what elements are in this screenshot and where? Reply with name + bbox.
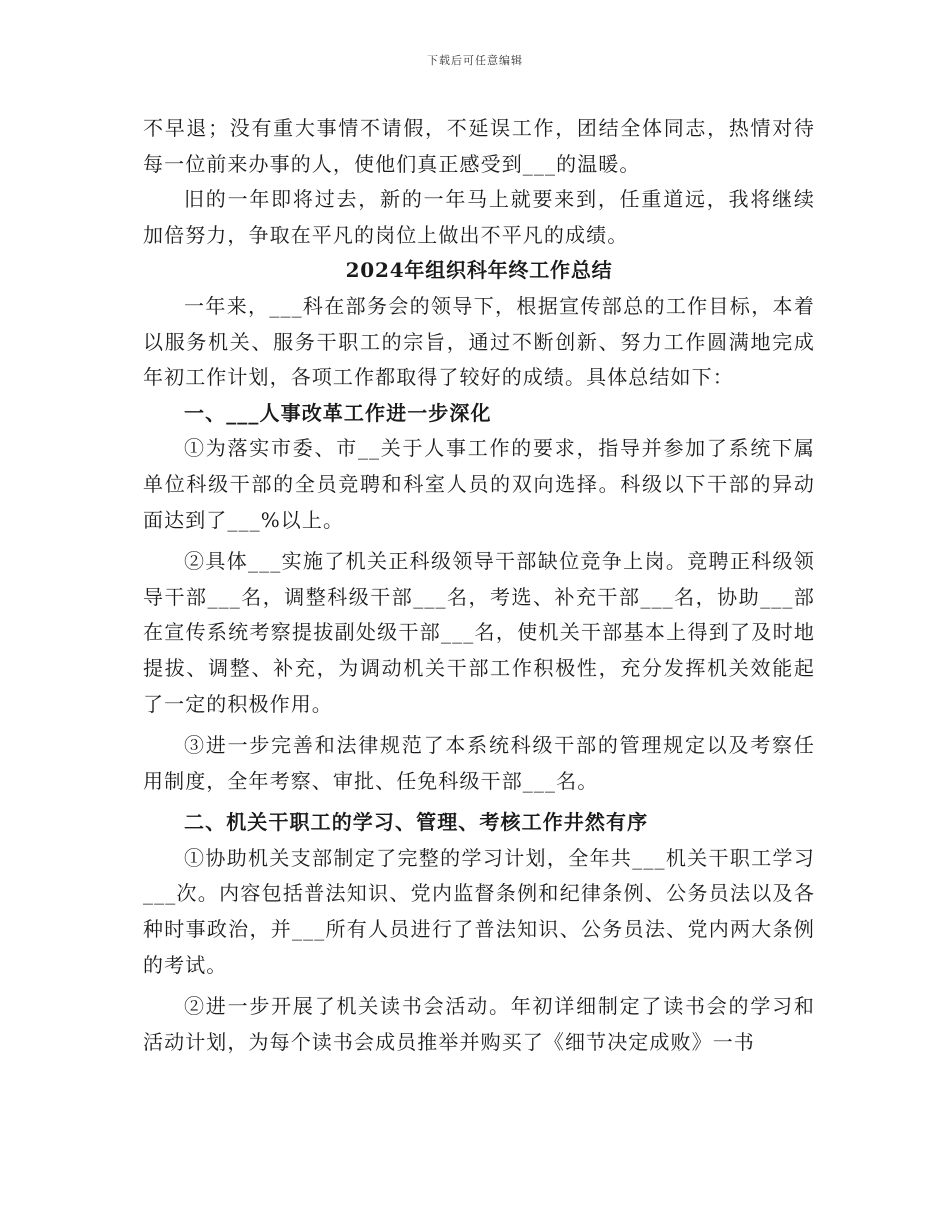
paragraph-closing: 旧的一年即将过去，新的一年马上就要来到，任重道远，我将继续加倍努力，争取在平凡的岗位上做出不平凡的成绩。 <box>143 187 815 247</box>
paragraph-intro: 一年来，___科在部务会的领导下，根据宣传部总的工作目标，本着以服务机关、服务干职工的宗旨，通过不断创新、努力工作圆满地完成年初工作计划，各项工作都取得了较好的成绩。具体总结如下： <box>143 293 815 390</box>
paragraph-2-2: ②进一步开展了机关读书会活动。年初详细制定了读书会的学习和活动计划，为每个读书会成员推举并购买了《细节决定成败》一书 <box>143 994 815 1054</box>
section-heading-2: 二、机关干职工的学习、管理、考核工作井然有序 <box>184 810 649 835</box>
paragraph-2-1: ①协助机关支部制定了完整的学习计划，全年共___机关干职工学习___次。内容包括普法知识、党内监督条例和纪律条例、公务员法以及各种时事政治，并___所有人员进行了普法知识、公务员法、党内两大条例的考试。 <box>143 845 815 977</box>
document-title: 2024年组织科年终工作总结 <box>345 258 613 283</box>
section-heading-1: 一、___人事改革工作进一步深化 <box>184 400 492 425</box>
paragraph-1-1: ①为落实市委、市__关于人事工作的要求，指导并参加了系统下属单位科级干部的全员竞聘和科室人员的双向选择。科级以下干部的异动面达到了___%以上。 <box>143 436 815 532</box>
paragraph-continued: 不早退；没有重大事情不请假，不延误工作，团结全体同志，热情对待每一位前来办事的人，使他们真正感受到___的温暖。 <box>143 116 815 176</box>
paragraph-1-3: ③进一步完善和法律规范了本系统科级干部的管理规定以及考察任用制度，全年考察、审批、任免科级干部___名。 <box>143 733 815 793</box>
document-body <box>143 111 815 1060</box>
page-header-note: 下载后可任意编辑 <box>427 54 523 67</box>
paragraph-1-2: ②具体___实施了机关正科级领导干部缺位竞争上岗。竞聘正科级领导干部___名，调整科级干部___名，考选、补充干部___名，协助___部在宣传系统考察提拔副处级干部___名，使机关干部基本上得到了及时地提拔、调整、补充，为调动机关干部工作积极性，充分发挥机关效能起了一定的积极作用。 <box>143 549 815 716</box>
